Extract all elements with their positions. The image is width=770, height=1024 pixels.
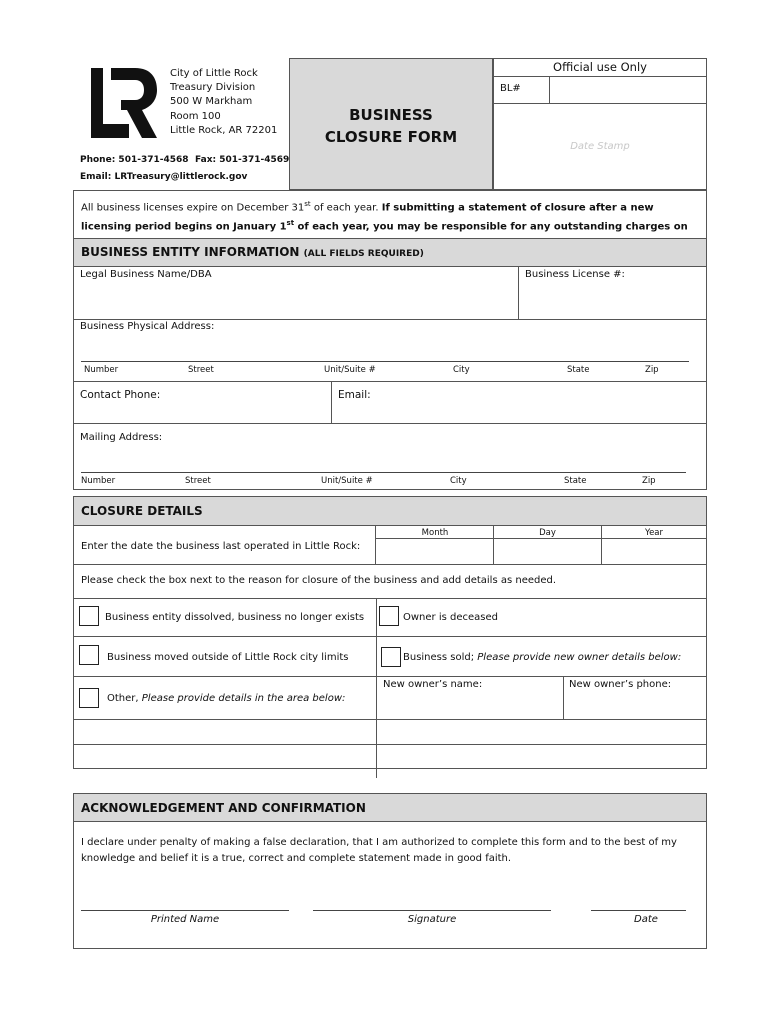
physical-address-label: Business Physical Address: [80, 321, 215, 332]
dissolved-checkbox[interactable] [79, 606, 99, 626]
month-field[interactable] [376, 539, 493, 564]
contact-phone-field[interactable] [74, 381, 331, 423]
official-use-label: Official use Only [553, 60, 647, 74]
new-owner-phone-field[interactable] [564, 677, 707, 719]
form-title-box [289, 58, 493, 190]
last-operated-label: Enter the date the business last operated in Little Rock: [81, 541, 361, 552]
mail-zip-label: Zip [642, 476, 656, 486]
little-rock-logo [89, 66, 159, 140]
date-field[interactable] [591, 910, 686, 911]
new-owner-name-field[interactable] [377, 677, 563, 719]
ack-statement: I declare under penalty of making a false declaration, that I am authorized to complete this form and to the best of my knowledge and belief it is a true, correct and complete statement made in good faith. [81, 837, 677, 864]
email-field[interactable] [332, 381, 707, 423]
other-label: Other, Please provide details in the area below: [107, 693, 346, 704]
form-title-line1: BUSINESS [349, 106, 433, 124]
phys-city-label: City [453, 365, 470, 375]
deceased-checkbox[interactable] [379, 606, 399, 626]
new-owner-phone-label: New owner’s phone: [569, 679, 672, 690]
entity-section-title: BUSINESS ENTITY INFORMATION [81, 245, 300, 259]
mail-state-label: State [564, 476, 587, 486]
business-license-field[interactable] [519, 267, 707, 319]
sold-label: Business sold; Please provide new owner details below: [403, 652, 682, 663]
legal-business-name-field[interactable] [74, 267, 518, 319]
ack-section-header [73, 793, 707, 822]
physical-address-field[interactable] [81, 361, 689, 362]
entity-fields [73, 267, 707, 490]
year-field[interactable] [602, 539, 707, 564]
entity-section-header [73, 238, 707, 267]
other-details-line-2[interactable] [74, 745, 706, 768]
email-label: Email: [338, 389, 371, 401]
new-owner-name-label: New owner’s name: [383, 679, 483, 690]
deceased-label: Owner is deceased [403, 612, 498, 623]
form-title-line2: CLOSURE FORM [324, 128, 458, 146]
phys-number-label: Number [84, 365, 119, 375]
mail-city-label: City [450, 476, 467, 486]
date-stamp-area: Date Stamp [570, 141, 630, 152]
mail-number-label: Number [81, 476, 116, 486]
notice-box [73, 190, 707, 238]
address-line: Treasury Division [170, 82, 256, 94]
phone-number: Phone: 501-371-4568 [80, 155, 189, 165]
phys-state-label: State [567, 365, 590, 375]
bl-number-label: BL# [500, 83, 521, 94]
signature-label: Signature [407, 914, 457, 925]
address-line: City of Little Rock [170, 68, 258, 79]
day-label: Day [539, 528, 556, 538]
address-line: Little Rock, AR 72201 [170, 124, 278, 136]
phys-street-label: Street [188, 365, 214, 375]
mailing-address-label: Mailing Address: [80, 432, 163, 443]
closure-section-title: CLOSURE DETAILS [81, 504, 203, 518]
address-line: 500 W Markham [170, 96, 253, 108]
expiration-notice: All business licenses expire on December 31st of each year. If submitting a statement of closure after a new licensing period begins on January 1st of each year, you may be responsible for any outstanding charges on [81, 200, 688, 233]
other-checkbox[interactable] [79, 688, 99, 708]
ack-section-title: ACKNOWLEDGEMENT AND CONFIRMATION [81, 801, 366, 815]
date-label: Date [634, 914, 658, 925]
mail-street-label: Street [185, 476, 211, 486]
ack-box [73, 822, 707, 949]
closure-section-header [73, 496, 707, 526]
month-label: Month [421, 528, 449, 538]
entity-section-note: (ALL FIELDS REQUIRED) [303, 249, 424, 259]
address-line: Room 100 [170, 110, 221, 122]
official-use-box [493, 58, 707, 190]
contact-phone-label: Contact Phone: [80, 389, 161, 401]
signature-field[interactable] [313, 910, 551, 911]
business-closure-form [73, 58, 707, 949]
moved-checkbox[interactable] [79, 645, 99, 665]
phys-zip-label: Zip [645, 365, 659, 375]
phys-unit-label: Unit/Suite # [324, 365, 376, 375]
fax-number: Fax: 501-371-4569 [195, 155, 290, 165]
mail-unit-label: Unit/Suite # [321, 476, 373, 486]
mailing-address-field[interactable] [81, 472, 686, 473]
bl-number-field[interactable] [550, 76, 706, 103]
city-address-block [170, 67, 290, 138]
moved-label: Business moved outside of Little Rock city limits [107, 652, 349, 663]
dissolved-label: Business entity dissolved, business no longer exists [105, 612, 365, 623]
printed-name-field[interactable] [81, 910, 289, 911]
legal-business-name-label: Legal Business Name/DBA [80, 269, 212, 280]
year-label: Year [645, 528, 663, 538]
sold-checkbox[interactable] [381, 647, 401, 667]
printed-name-label: Printed Name [150, 914, 220, 925]
other-details-line-1[interactable] [74, 720, 706, 744]
business-license-label: Business License #: [525, 269, 625, 280]
closure-fields [73, 526, 707, 769]
day-field[interactable] [494, 539, 601, 564]
closure-instructions: Please check the box next to the reason for closure of the business and add details as needed. [81, 575, 557, 586]
contact-email: Email: LRTreasury@littlerock.gov [80, 172, 248, 182]
